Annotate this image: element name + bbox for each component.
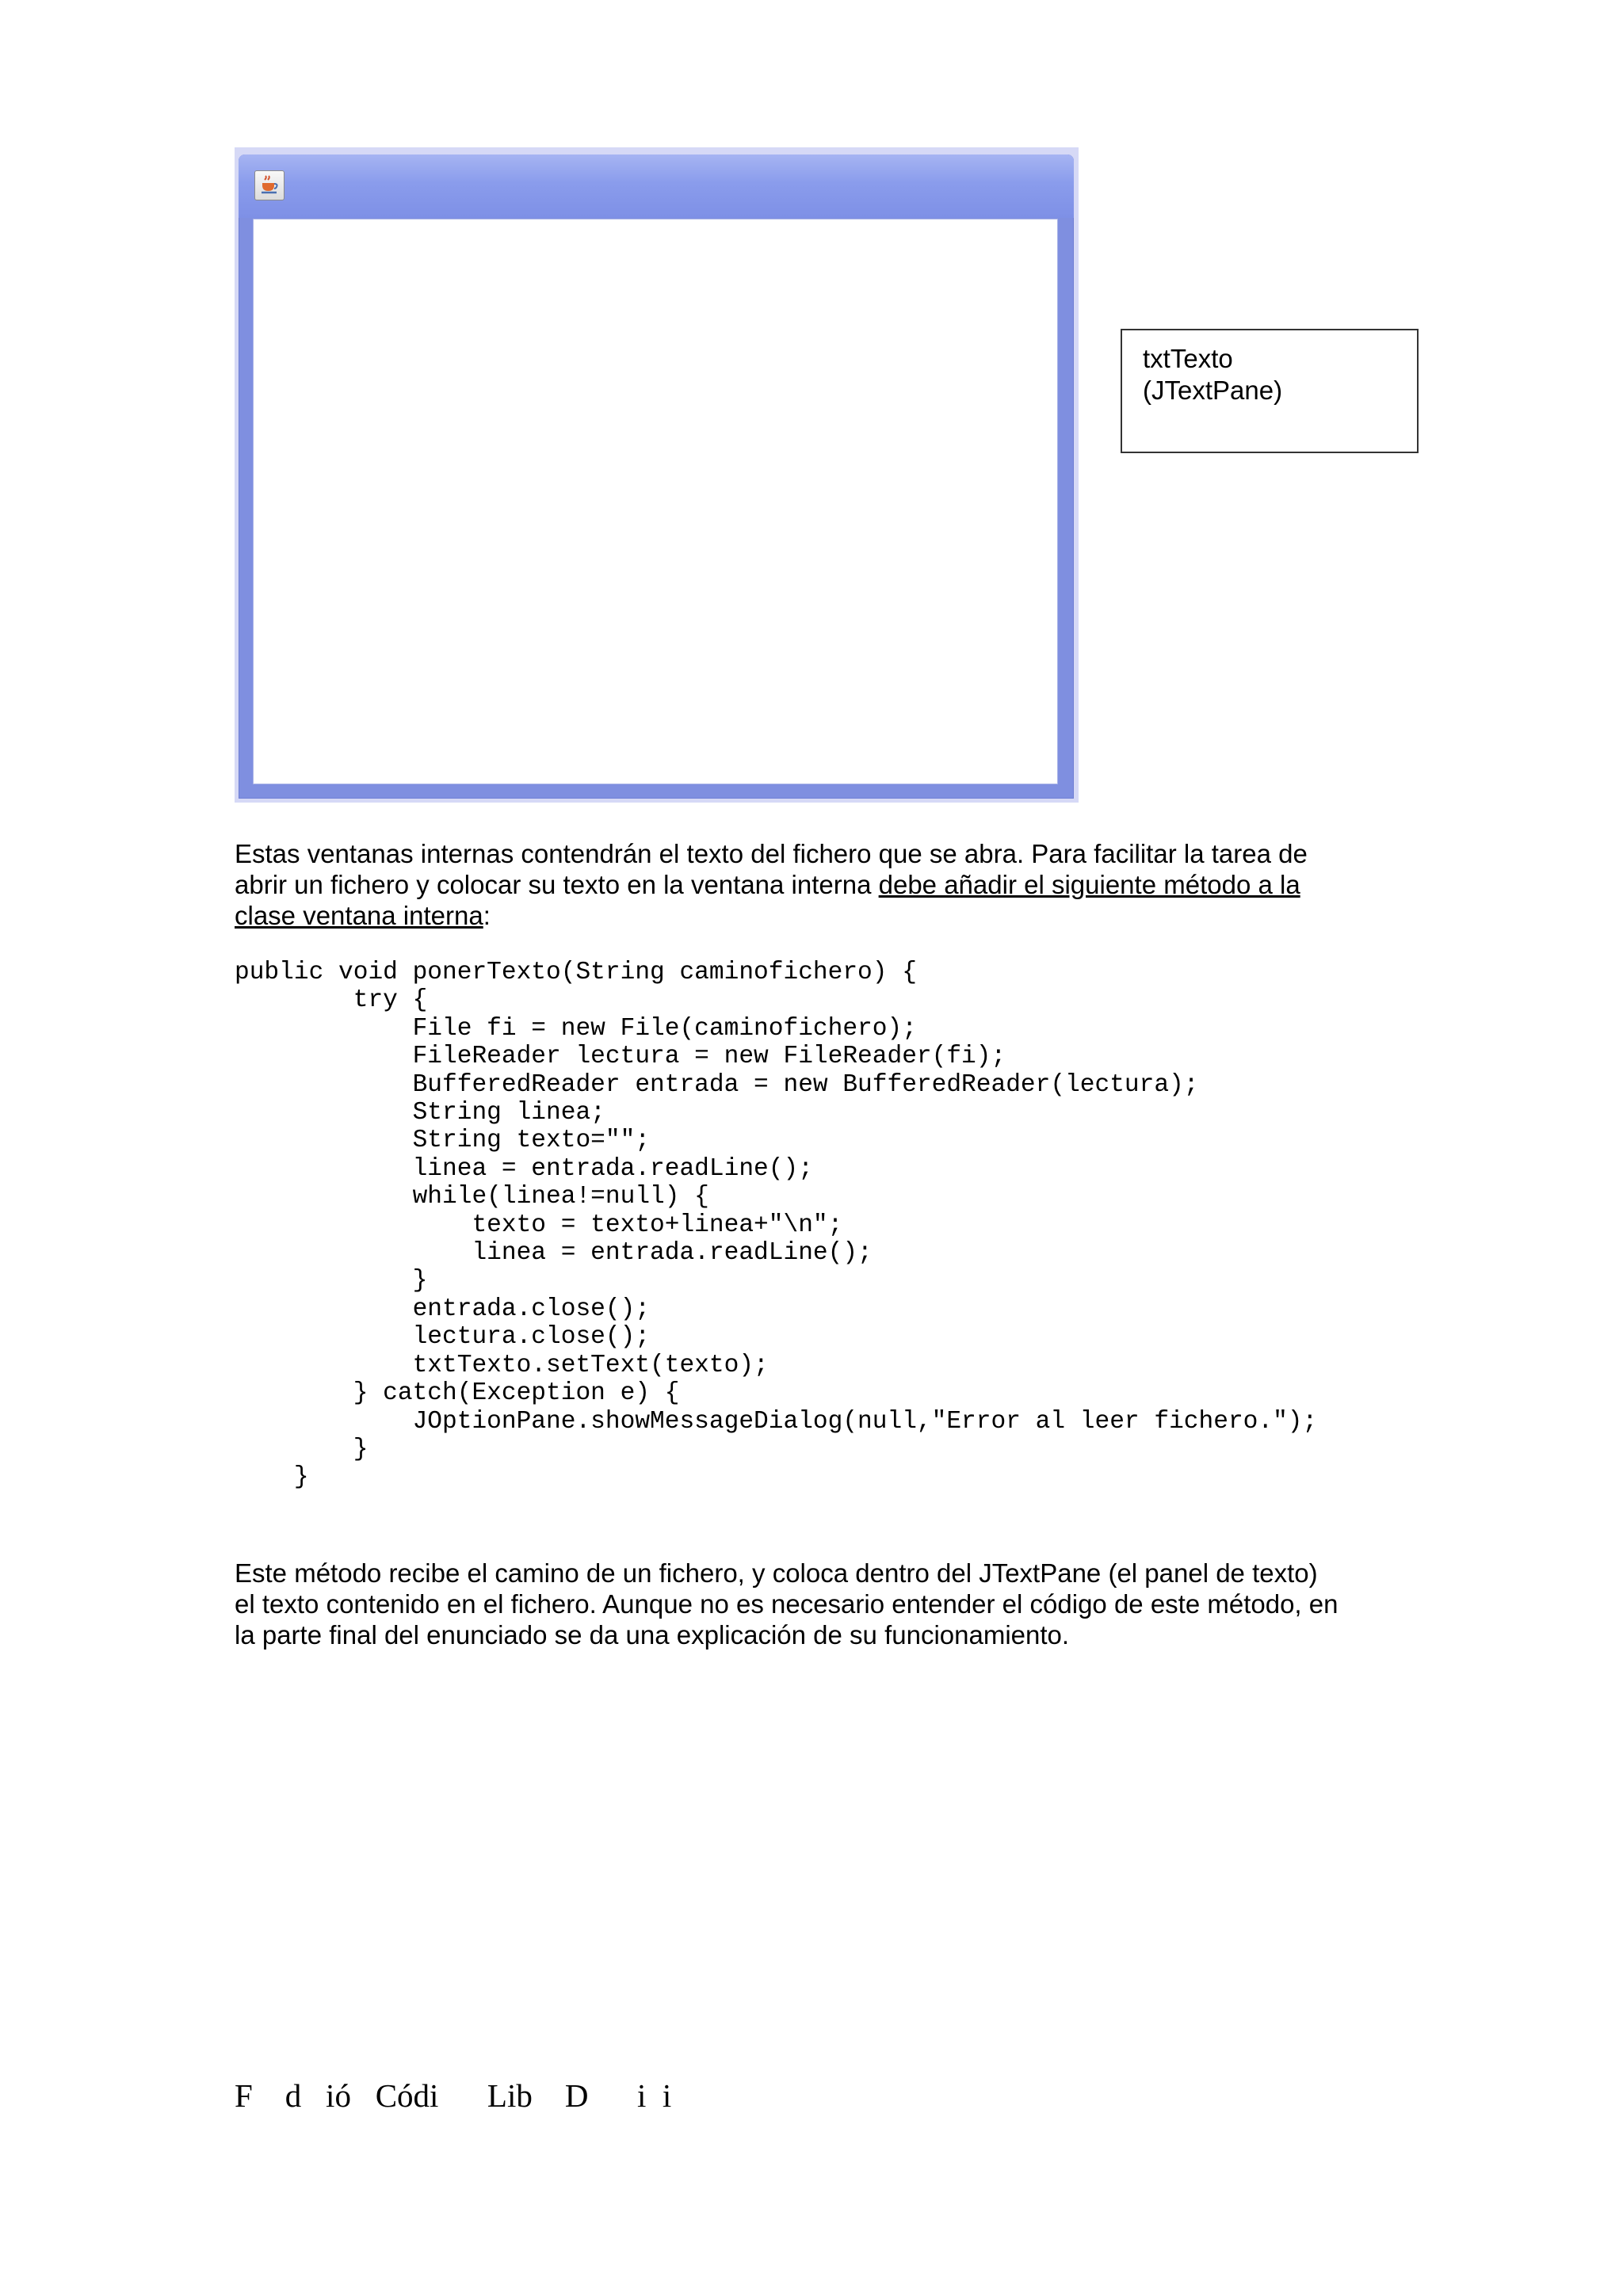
- code-line: } catch(Exception e) {: [235, 1379, 680, 1408]
- code-line: }: [235, 1435, 369, 1463]
- label-component-type: (JTextPane): [1143, 376, 1283, 405]
- code-line: linea = entrada.readLine();: [235, 1239, 873, 1268]
- paragraph-explanation-line-3: la parte final del enunciado se da una explicación de su funcionamiento.: [235, 1620, 1070, 1650]
- paragraph-intro-line-2: [235, 869, 1300, 901]
- code-line: try {: [235, 986, 428, 1015]
- code-line: String linea;: [235, 1099, 605, 1127]
- code-line: }: [235, 1267, 428, 1295]
- paragraph-intro-line-3: [235, 900, 491, 932]
- code-line: File fi = new File(caminofichero);: [235, 1014, 917, 1043]
- internal-window: [239, 154, 1074, 799]
- code-line: texto = texto+linea+"\n";: [235, 1211, 843, 1239]
- code-line: BufferedReader entrada = new BufferedReader(lectura);: [235, 1070, 1199, 1099]
- label-component-name: txtTexto: [1143, 344, 1233, 373]
- code-block: [235, 959, 1317, 1492]
- code-line: txtTexto.setText(texto);: [235, 1351, 769, 1379]
- paragraph-explanation-line-2: el texto contenido en el fichero. Aunque no es necesario entender el código de este método, en: [235, 1589, 1338, 1619]
- code-line: JOptionPane.showMessageDialog(null,"Error al leer fichero.");: [235, 1407, 1318, 1436]
- code-line: while(linea!=null) {: [235, 1183, 709, 1211]
- intro-text: abrir un fichero y colocar su texto en la ventana interna: [235, 870, 879, 899]
- intro-underlined-text: debe añadir el siguiente método a la: [878, 870, 1300, 899]
- code-line: }: [235, 1463, 309, 1492]
- code-line: FileReader lectura = new FileReader(fi);: [235, 1043, 1006, 1071]
- code-line: public void ponerTexto(String caminofichero) {: [235, 959, 917, 986]
- paragraph-intro-line-1: Estas ventanas internas contendrán el texto del fichero que se abra. Para facilitar la tarea de: [235, 839, 1308, 868]
- window-title-bar: [239, 154, 1074, 218]
- component-label-box: [1121, 329, 1419, 453]
- code-line: entrada.close();: [235, 1295, 651, 1323]
- intro-underlined-text-end: clase ventana interna: [235, 901, 483, 930]
- paragraph-explanation-line-1: Este método recibe el camino de un fichero, y coloca dentro del JTextPane (el panel de texto): [235, 1558, 1318, 1588]
- code-line: linea = entrada.readLine();: [235, 1154, 813, 1183]
- text-pane-area[interactable]: [253, 219, 1058, 784]
- code-line: lectura.close();: [235, 1323, 651, 1352]
- code-line: String texto="";: [235, 1127, 651, 1155]
- page-footer: F d ió Códi Lib D i i: [235, 2077, 672, 2114]
- java-coffee-cup-icon: [254, 170, 285, 200]
- intro-colon: :: [483, 901, 491, 930]
